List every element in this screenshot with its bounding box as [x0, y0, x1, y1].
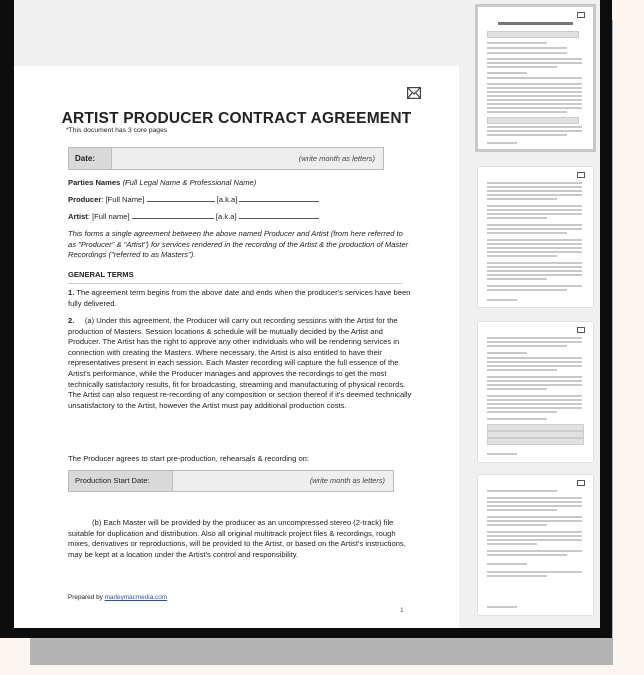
term-2-pre: The Producer agrees to start pre-production, rehearsals & recording on: — [68, 454, 310, 463]
date-field[interactable] — [68, 147, 384, 170]
thumbnail-logo-icon — [577, 12, 585, 18]
section-divider — [68, 283, 402, 284]
producer-line[interactable]: Producer: [Full Name] [a.k.a] — [68, 195, 410, 206]
document-page-1 — [14, 66, 459, 628]
thumbnail-page-4[interactable] — [478, 475, 593, 615]
production-start-value: (write month as letters) — [309, 476, 385, 485]
thumbnail-logo-icon — [577, 480, 585, 486]
footer: Prepared by marleymacmedia.com — [68, 594, 168, 601]
term-2b: (b) Each Master will be provided by the producer as an uncompressed stereo (2-track) file suitable for duplication and distribution. Also all original multitrack project files & recordings, rough mixes, derivatives or reproductions, will be provided to the Artist, or based on the Artist's instructions, may be kept at a location under the Artist's control and responsibility. — [68, 518, 406, 559]
production-start-label: Production Start Date: — [69, 471, 173, 491]
general-terms-heading: GENERAL TERMS — [68, 270, 134, 279]
thumbnail-page-3[interactable] — [478, 322, 593, 462]
thumbnail-logo-icon — [577, 172, 585, 178]
artist-aka: [a.k.a] — [215, 212, 237, 221]
thumbnail-page-2[interactable] — [478, 167, 593, 307]
term-2a: 2. (a) Under this agreement, the Producer will carry out recording sessions with the Artist for the production of Masters. Session locations & schedule will be mutually decided by the Artist and Producer. The Artist has the right to approve any other individuals who will be rendering services in connection with creating the Masters. Where necessary, the Artist is also entitled to have their representatives present in each session. Each Master recording will capture the full essence of the Artist's performance, while the Producer manages and approves the recordings to get the most technically satisfactory results, fit for broadcasting, streaming and manufacturing of physical records. The Artist can also request re-recording of any composition or section thereof if it's deemed technically unsatisfactory to the Artist, however the Artist must pay additional production costs. — [68, 316, 412, 410]
date-label: Date: — [69, 148, 112, 169]
core-pages-note: *This document has 3 core pages — [66, 127, 168, 134]
parties-heading: Parties Names (Full Legal Name & Professional Name) — [68, 178, 257, 187]
footer-link[interactable]: marleymacmedia.com — [104, 594, 168, 601]
brand-logo-icon — [407, 86, 421, 104]
producer-aka: [a.k.a] — [216, 195, 238, 204]
page-title: ARTIST PRODUCER CONTRACT AGREEMENT — [61, 110, 412, 127]
production-start-field[interactable] — [68, 470, 394, 492]
thumbnail-sidebar — [466, 0, 600, 628]
intro-paragraph: This forms a single agreement between the above named Producer and Artist (from here referred to as "Producer" & "Artist") for services rendered in the recording of the Artist & the production of Master Recordings ("referred to as Masters"). — [68, 229, 409, 260]
date-value: (write month as letters) — [298, 154, 375, 163]
page-number: 1 — [400, 607, 404, 614]
artist-line[interactable]: Artist: [Full name] [a.k.a] — [68, 212, 410, 223]
document-viewer — [14, 0, 600, 628]
thumbnail-page-1[interactable] — [478, 7, 593, 149]
thumbnail-logo-icon — [577, 327, 585, 333]
term-1: 1. The agreement term begins from the above date and ends when the producer's services have been fully delivered. — [68, 288, 411, 308]
